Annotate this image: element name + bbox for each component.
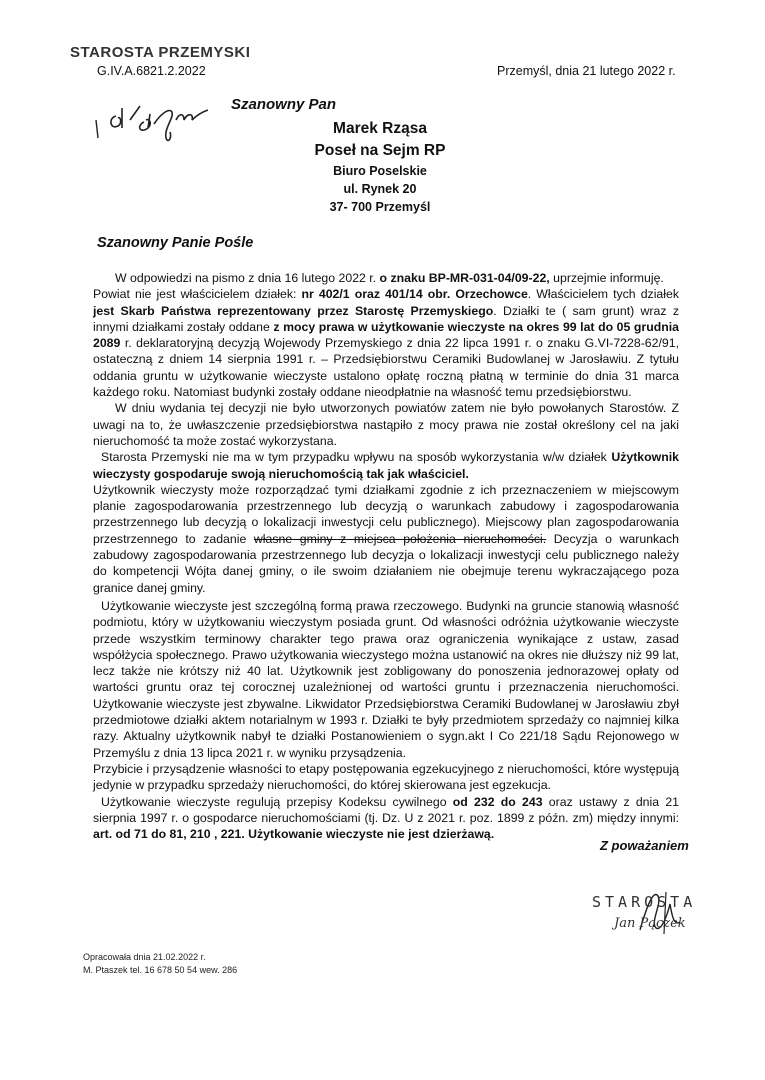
- p5-text-b: Decyzja o warunkach zabudowy zagospodarowania przestrzennego lub decyzja o lokalizacji inwestycji celu publicznego należy do kompetencji Wójta danej gminy, o ile swoim działaniem nie obejmuje terenu wykraczającego poza granice danej gminy.: [93, 531, 680, 595]
- p5-struck-text: własne gminy z miejsca położenia nieruchomości.: [253, 531, 547, 546]
- signatory-name: Jan Pączek: [614, 916, 686, 931]
- recipient-city: 37- 700 Przemyśl: [329, 200, 431, 214]
- p5-text-a: Użytkownik wieczysty może rozporządzać tymi działkami zgodnie z ich przeznaczeniem w miejscowym planie zagospodarowania przestrzennego lub decyzją o warunkach zabudowy i zagospodarowania przestrzennego lub decyzją o lokalizacji inwestycji celu publicznego). Miejscowy plan zagospodarowania przestrzennego to zadanie: [93, 482, 679, 546]
- footer-note: [83, 951, 237, 977]
- paragraph-4: [93, 449, 679, 482]
- recipient-address: [270, 118, 490, 216]
- footer-prepared: Opracowała dnia 21.02.2022 r.: [83, 952, 206, 962]
- p2-text-e: . Działki te ( sam grunt) wraz z innymi działkami zostały oddane: [93, 303, 679, 334]
- office-stamp: STAROSTA PRZEMYSKI: [70, 44, 251, 61]
- paragraph-8: [93, 794, 679, 843]
- paragraph-3: W dniu wydania tej decyzji nie było utworzonych powiatów zatem nie było powołanych Starostów. Z uwagi na to, że uwłaszczenie przedsiębiorstwa nastąpiło z mocy prawa nie został określony cel na jaki nieruchomość ta może zostać wykorzystana.: [93, 401, 679, 448]
- signature-scribble: [620, 882, 700, 942]
- paragraph-5: [93, 482, 679, 596]
- place-date: Przemyśl, dnia 21 lutego 2022 r.: [497, 64, 676, 78]
- letter-body: [93, 270, 679, 842]
- recipient-street: ul. Rynek 20: [343, 182, 417, 196]
- p4-bold: Użytkownik wieczysty gospodaruje swoją nieruchomością tak jak właściciel.: [93, 450, 679, 481]
- p8-text-c: oraz ustawy z dnia 21 sierpnia 1997 r. o gospodarce nieruchomościami (tj. Dz. U z 2021 r. poz. 1899 z późn. zm) między innymi:: [93, 794, 679, 825]
- recipient-title: Poseł na Sejm RP: [314, 142, 446, 159]
- p8-articles-kc: od 232 do 243: [452, 794, 543, 809]
- p2-text-g: r. deklaratoryjną decyzją Wojewody Przemyskiego z dnia 22 lipca 1991 r. o znaku G.VI-7228-62/91, ostateczną z dniem 14 sierpnia 1991 r. – Przedsiębiorstwu Ceramiki Budowlanej w Jarosławiu. Z tytułu oddania gruntu w użytkowanie wieczyste ustalono opłatę roczną płatną w terminie do dnia 31 marca każdego roku. Natomiast budynki zostały oddane nieodpłatnie na własność temu przedsiębiorstwu.: [93, 336, 679, 400]
- salutation: Szanowny Panie Pośle: [97, 235, 254, 251]
- p1-text-a: W odpowiedzi na pismo z dnia 16 lutego 2022 r.: [115, 271, 380, 285]
- signature-stamp: STAROSTA: [592, 893, 697, 911]
- p2-parcels: nr 402/1 oraz 401/14 obr. Orzechowce: [301, 287, 528, 302]
- p2-owner: jest Skarb Państwa reprezentowany przez Starostę Przemyskiego: [93, 303, 494, 318]
- p8-text-a: Użytkowanie wieczyste regulują przepisy Kodeksu cywilnego: [101, 794, 453, 809]
- paragraph-2: [93, 286, 679, 400]
- p1-reference: o znaku BP-MR-031-04/09-22,: [379, 271, 550, 285]
- p2-text-c: . Właścicielem tych działek: [527, 287, 679, 302]
- closing: Z poważaniem: [600, 838, 689, 853]
- p2-term: z mocy prawa w użytkowanie wieczyste na okres 99 lat do 05 grudnia 2089: [93, 319, 680, 351]
- paragraph-6: Użytkowanie wieczyste jest szczególną formą prawa rzeczowego. Budynki na gruncie stanowią własność podmiotu, który w użytkowaniu wieczystym posiada grunt. Od własności odróżnia użytkowanie wieczyste przede wszystkim terminowy charakter tego prawa oraz ograniczenia wynikające z ustaw, zasad współżycia społecznego. Prawo użytkowania wieczystego można ustanowić na okres nie dłuższy niż 99 lat, lecz także nie krótszy niż 40 lat. Użytkownik jest zobligowany do ponoszenia jednorazowej opłaty od wartości gruntu oraz tej corocznej uzależnionej od wartości gruntu i przeznaczenia nieruchomości. Użytkowanie wieczyste jest zbywalne. Likwidator Przedsiębiorstwa Ceramiki Budowlanej w Jarosławiu zbył przedmiotowe działki aktem notarialnym w 1993 r. Działki te były przedmiotem sprzedaży co najmniej kilka razy. Aktualny użytkownik nabył te działki Postanowieniem o sygn.akt I Co 221/18 Sądu Rejonowego w Przemyślu z dnia 13 lipca 2021 r. w wyniku przysądzenia.: [93, 598, 679, 760]
- paragraph-1: [93, 270, 679, 286]
- paragraph-7: Przybicie i przysądzenie własności to etapy postępowania egzekucyjnego z nieruchomości, które występują jedynie w przypadku sprzedaży nieruchomości, do której skierowana jest egzekucja.: [93, 761, 679, 793]
- handwritten-initials: [88, 98, 223, 148]
- p8-articles-ugn: art. od 71 do 81, 210 , 221. Użytkowanie wieczyste nie jest dzierżawą.: [93, 827, 495, 842]
- reference-number: G.IV.A.6821.2.2022: [97, 64, 206, 78]
- p1-text-c: uprzejmie informuję.: [549, 271, 664, 285]
- greeting-top: Szanowny Pan: [231, 96, 337, 113]
- p4-text-a: Starosta Przemyski nie ma w tym przypadku wpływu na sposób wykorzystania w/w działek: [101, 450, 612, 465]
- recipient-office: Biuro Poselskie: [333, 164, 427, 178]
- p2-text-a: Powiat nie jest właścicielem działek:: [93, 287, 302, 302]
- footer-contact: M. Ptaszek tel. 16 678 50 54 wew. 286: [83, 965, 238, 975]
- recipient-name: Marek Rząsa: [333, 120, 427, 137]
